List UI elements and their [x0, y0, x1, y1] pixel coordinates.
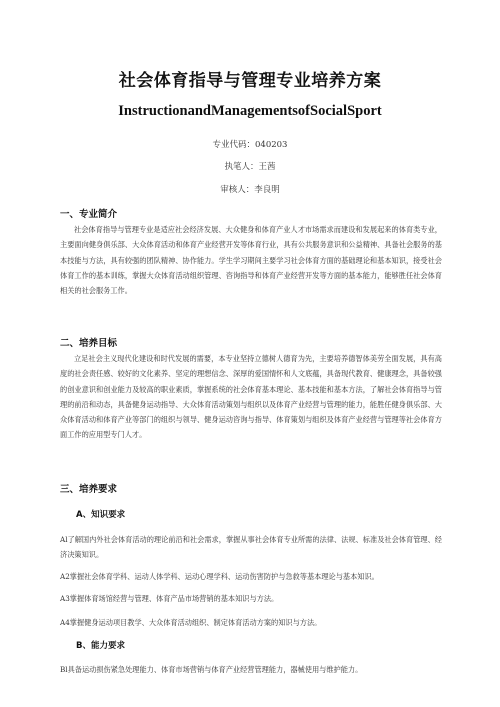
intro-paragraph: 社会体育指导与管理专业是适应社会经济发展、大众健身和体育产业人才市场需求而建设和发展起来的体育类专业，主要面向健身俱乐部、大众体育活动和体育产业经营开发等体育行业，具有公共服务意识和公益精神、具备社会服务的基本技能与方法，具有较强的团队精神、协作能力。学生学习期间主要学习社会体育方面的基础理论和基本知识，接受社会体育工作的基本训练，掌握大众体育活动组织管理、咨询指导和体育产业经营开发等方面的基本能力，能够胜任社会体育相关的社会服务工作。 — [60, 225, 442, 296]
document-title: 社会体育指导与管理专业培养方案 — [118, 71, 382, 91]
subheading-knowledge: A、知识要求 — [76, 510, 126, 520]
section-heading-intro: 一、专业简介 — [60, 209, 118, 220]
document-subtitle: InstructionandManagementsofSocialSport — [118, 103, 382, 119]
requirement-a4: A4掌握健身运动项目教学、大众体育活动组织、制定体育活动方案的知识与方法。 — [60, 618, 322, 627]
requirement-a2: A2掌握社会体育学科、运动人体学科、运动心理学科、运动伤害防护与急救等基本理论与基本知识。 — [60, 572, 379, 581]
requirement-a3: A3掌握体育场馆经营与管理、体育产品市场营销的基本知识与方法。 — [60, 594, 279, 603]
reviewer-line: 审核人：李良明 — [220, 185, 280, 195]
section-heading-requirements: 三、培养要求 — [60, 484, 118, 495]
program-code: 专业代码：040203 — [212, 140, 288, 150]
section-heading-goals: 二、培养目标 — [60, 338, 118, 349]
subheading-ability: B、能力要求 — [76, 641, 125, 651]
requirement-a1: Al了解国内外社会体育活动的理论前沿和社会需求，掌握从事社会体育专业所需的法律、法规、标准及社会体育管理、经济决策知识。 — [60, 535, 442, 560]
author-line: 执笔人：王茜 — [224, 162, 276, 172]
goals-paragraph: 立足社会主义现代化建设和时代发展的需要，本专业坚持立德树人德育为先，主要培养德智体美劳全面发展，具有高度的社会责任感、较好的文化素养、坚定的理想信念、深厚的爱国情怀和人文底蕴，具备现代教育、健康理念，具备较强的创业意识和创业能力及较高的职业素质，掌握系统的社会体育基本理论、基本技能和基本方法，了解社会体育指导与管理的前沿和动态，具备健身运动指导、大众体育活动策划与组织以及体育产业经营与管理的能力，能胜任健身俱乐部、大众体育活动和体育产业等部门的组织与领导、健身运动咨询与指导、体育策划与组织及体育产业经营与管理等社会体育方面工作的应用型专门人才。 — [60, 354, 442, 440]
requirement-b1: Bl具备运动损伤紧急处理能力、体育市场营销与体育产业经营管理能力，器械使用与维护能力。 — [60, 665, 363, 674]
